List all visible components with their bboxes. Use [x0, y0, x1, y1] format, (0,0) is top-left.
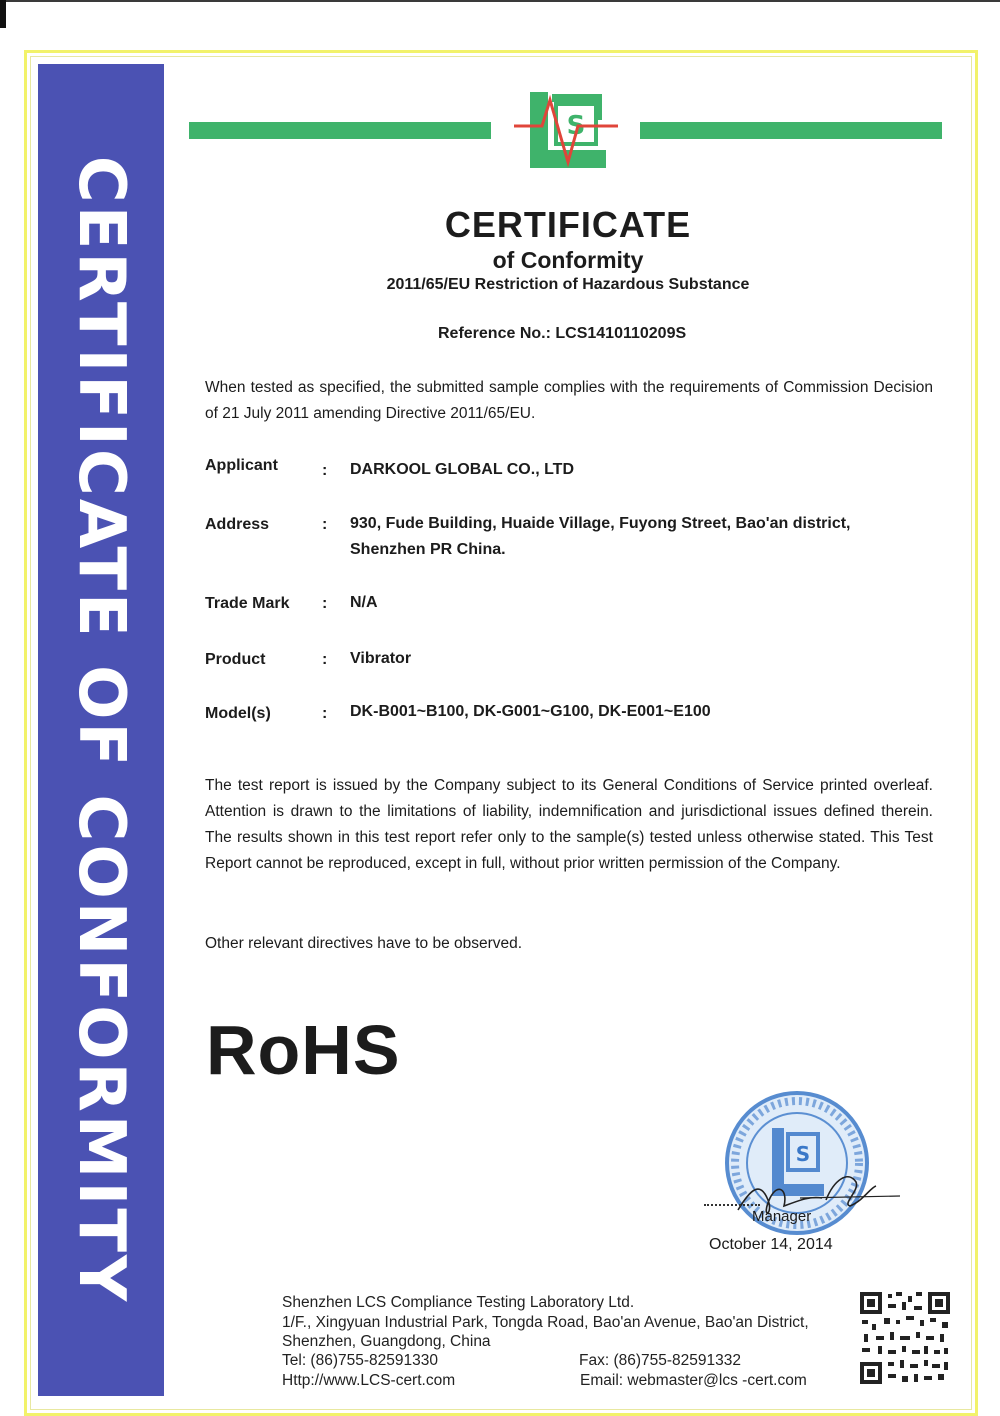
logo-letter: S: [566, 111, 586, 141]
address-label: Address: [205, 516, 270, 533]
product-colon: :: [322, 651, 328, 668]
footer-email: Email: webmaster@lcs -cert.com: [580, 1372, 807, 1389]
scan-corner-mark: [0, 0, 6, 28]
footer-address-line-2: Shenzhen, Guangdong, China: [282, 1333, 491, 1350]
models-label: Model(s): [205, 705, 271, 722]
applicant-label: Applicant: [205, 457, 278, 474]
product-value: Vibrator: [350, 650, 412, 667]
qr-code-icon: [858, 1290, 952, 1386]
signature-line: [704, 1204, 760, 1206]
footer-company: Shenzhen LCS Compliance Testing Laboratory Ltd.: [282, 1294, 635, 1311]
product-label: Product: [205, 651, 266, 668]
address-colon: :: [322, 516, 328, 533]
header-bar-right: [640, 122, 942, 139]
footer-tel: Tel: (86)755-82591330: [282, 1352, 438, 1369]
address-value: [350, 511, 910, 563]
applicant-value: DARKOOL GLOBAL CO., LTD: [350, 461, 574, 478]
other-directives: Other relevant directives have to be observed.: [205, 935, 523, 952]
trademark-value: N/A: [350, 594, 378, 611]
intro-paragraph: When tested as specified, the submitted sample complies with the requirements of Commission Decision of 21 July 2011 amending Directive 2011/65/EU.: [205, 379, 933, 422]
applicant-colon: :: [322, 462, 328, 479]
certificate-title: CERTIFICATE: [444, 204, 692, 245]
seal-letter: S: [795, 1142, 811, 1166]
models-value: DK-B001~B100, DK-G001~G100, DK-E001~E100: [350, 703, 711, 720]
address-line-1: 930, Fude Building, Huaide Village, Fuyong Street, Bao'an district,: [350, 515, 851, 532]
models-colon: :: [322, 705, 328, 722]
header-bar-left: [189, 122, 491, 139]
directive-line: 2011/65/EU Restriction of Hazardous Substance: [386, 276, 750, 293]
conditions-paragraph: The test report is issued by the Company subject to its General Conditions of Service printed overleaf. Attention is drawn to the limitations of liability, indemnification and jurisdictional issues defined therein. The results shown in this test report refer only to the sample(s) tested unless otherwise stated. This Test Report cannot be reproduced, except in full, without prior written permission of the Company.: [205, 777, 933, 872]
footer-address-line-1: 1/F., Xingyuan Industrial Park, Tongda Road, Bao'an Avenue, Bao'an District,: [282, 1314, 809, 1331]
vertical-title: CERTIFICATE OF CONFORMITY: [64, 155, 138, 1305]
scan-top-edge: [0, 0, 1000, 28]
footer-website: Http://www.LCS-cert.com: [282, 1372, 456, 1389]
certificate-subtitle: of Conformity: [492, 247, 644, 273]
address-line-2: Shenzhen PR China.: [350, 541, 506, 558]
signatory-role: Manager: [752, 1208, 812, 1225]
issue-date: October 14, 2014: [709, 1236, 833, 1253]
footer-fax: Fax: (86)755-82591332: [579, 1352, 742, 1369]
rohs-mark: RoHS: [206, 1011, 401, 1089]
trademark-label: Trade Mark: [205, 595, 290, 612]
trademark-colon: :: [322, 595, 328, 612]
reference-number: Reference No.: LCS1410110209S: [438, 325, 687, 342]
lcs-logo-icon: [512, 88, 620, 172]
